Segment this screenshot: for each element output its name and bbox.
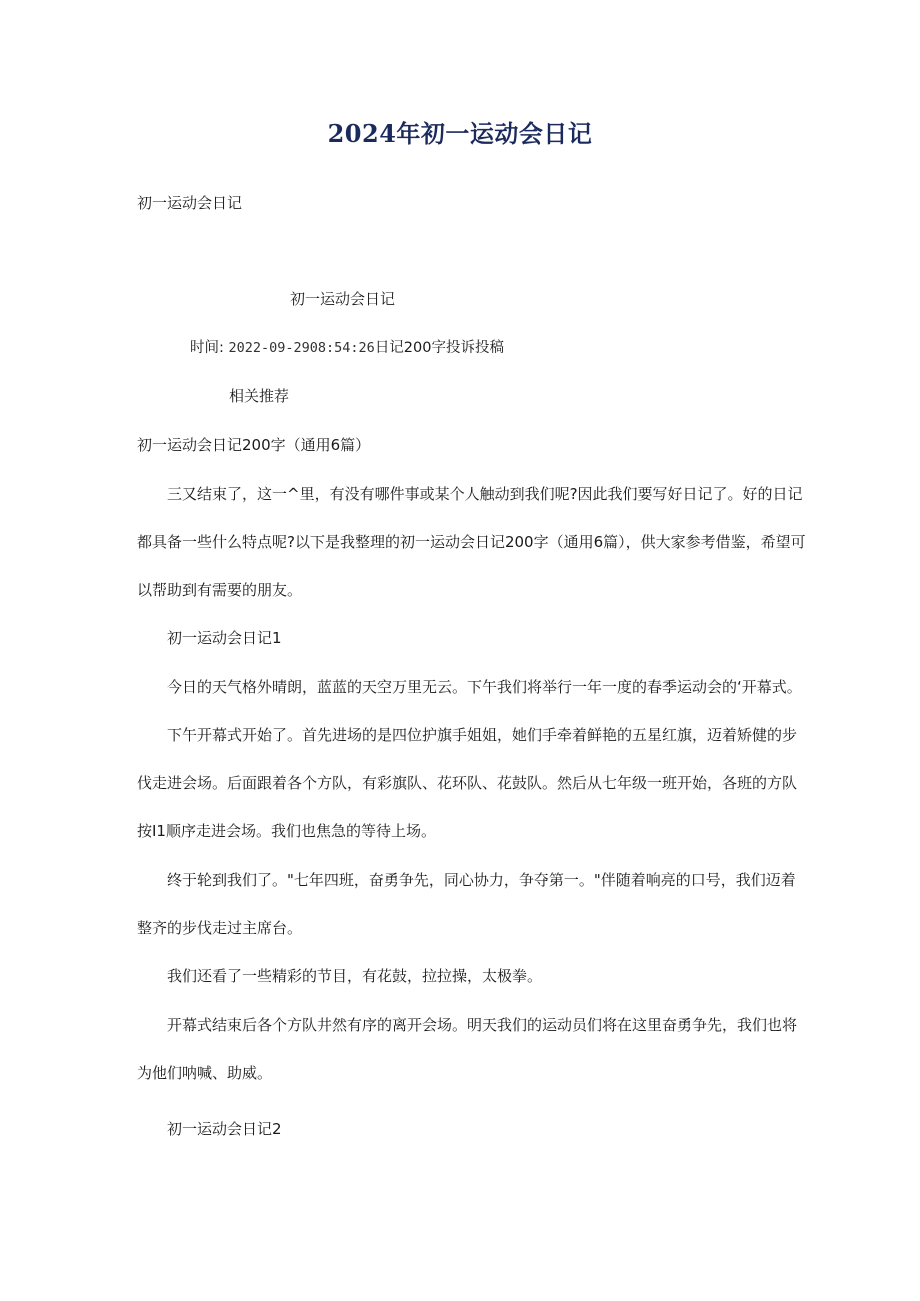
entry-heading: 初一运动会日记1: [167, 629, 282, 647]
paragraph-line: 整齐的步伐走过主席台。: [137, 919, 303, 937]
paragraph-line: 今日的天气格外晴朗，蓝蓝的天空万里无云。下午我们将举行一年一度的春季运动会的‘开幕式。: [167, 678, 802, 696]
time-label: 时间:: [190, 340, 224, 356]
time-value: 2022-09-2908:54:26: [228, 340, 375, 356]
paragraph-line: 开幕式结束后各个方队井然有序的离开会场。明天我们的运动员们将在这里奋勇争先，我们也将: [167, 1016, 798, 1034]
paragraph-line: 三又结束了，这一^里，有没有哪件事或某个人触动到我们呢?因此我们要写好日记了。好的日记: [167, 485, 803, 503]
report-link[interactable]: 投诉投稿: [446, 340, 504, 356]
subtitle-left: 初一运动会日记: [137, 194, 243, 212]
paragraph-line: 都具备一些什么特点呢?以下是我整理的初一运动会日记200字（通用6篇），供大家参考借鉴，希望可: [137, 533, 806, 551]
section-heading: 初一运动会日记200字（通用6篇）: [137, 436, 371, 454]
category-link[interactable]: 日记200字: [374, 340, 446, 356]
related-heading: 相关推荐: [229, 387, 290, 405]
paragraph-line: 下午开幕式开始了。首先进场的是四位护旗手姐姐，她们手牵着鲜艳的五星红旗，迈着矫健的步: [167, 726, 798, 744]
paragraph-line: 按I1顺序走进会场。我们也焦急的等待上场。: [137, 822, 436, 840]
subtitle-center: 初一运动会日记: [290, 290, 396, 308]
paragraph-line: 我们还看了一些精彩的节目，有花鼓，拉拉操，太极拳。: [167, 967, 543, 985]
paragraph-line: 为他们呐喊、助威。: [137, 1064, 273, 1082]
document-title: 2024年初一运动会日记: [327, 119, 593, 148]
meta-line: [190, 338, 504, 358]
paragraph-line: 伐走进会场。后面跟着各个方队，有彩旗队、花环队、花鼓队。然后从七年级一班开始，各班的方队: [137, 774, 798, 792]
entry-heading: 初一运动会日记2: [167, 1120, 282, 1138]
paragraph-line: 以帮助到有需要的朋友。: [137, 581, 303, 599]
paragraph-line: 终于轮到我们了。"七年四班，奋勇争先，同心协力，争夺第一。"伴随着响亮的口号，我们迈着: [167, 871, 796, 889]
